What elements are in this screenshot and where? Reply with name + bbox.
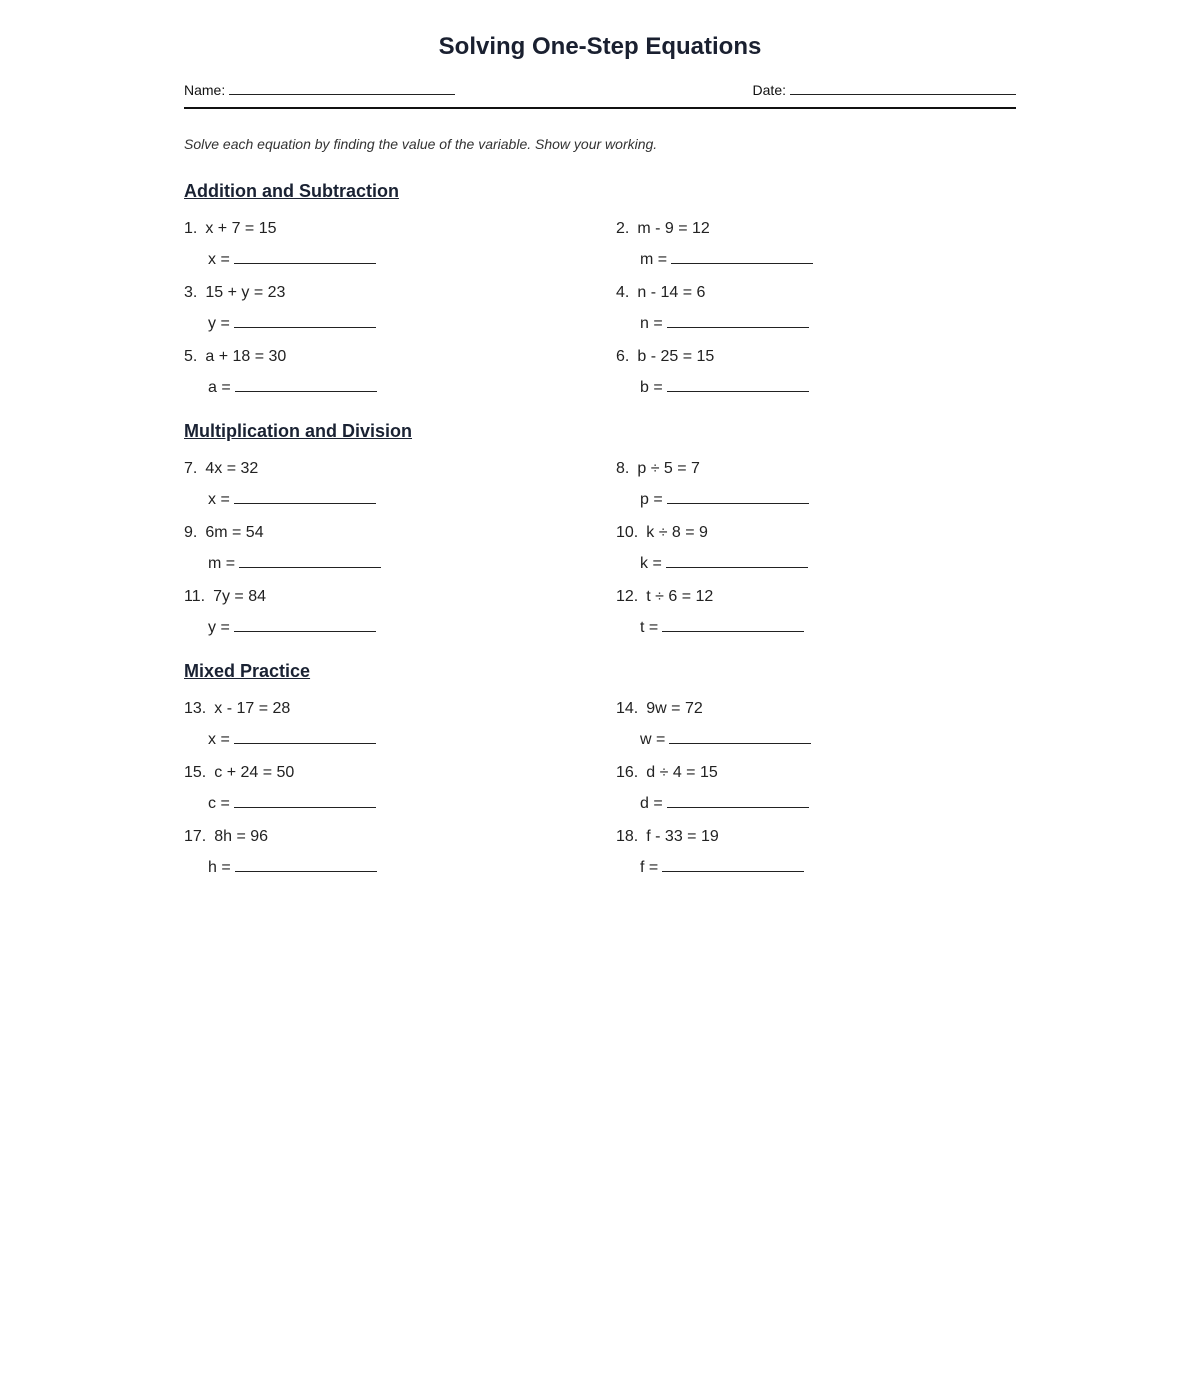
answer-label: c = [208, 795, 230, 812]
answer-blank[interactable] [671, 247, 813, 264]
problem-9 [184, 523, 584, 579]
answer-label: b = [640, 379, 663, 396]
problem-12 [616, 587, 1016, 643]
answer-blank[interactable] [235, 375, 377, 392]
equation: n - 14 = 6 [637, 284, 706, 301]
answer-label: t = [640, 619, 659, 636]
answer-blank[interactable] [234, 247, 376, 264]
equation: x - 17 = 28 [214, 700, 291, 717]
answer-blank[interactable] [667, 487, 809, 504]
answer-label: y = [208, 619, 230, 636]
answer-label: a = [208, 379, 231, 396]
answer-blank[interactable] [667, 375, 809, 392]
equation: 7y = 84 [213, 588, 266, 605]
date-field [753, 80, 1016, 100]
problem-13 [184, 699, 584, 755]
problem-17 [184, 827, 584, 883]
answer-label: m = [640, 251, 668, 268]
problem-number: 18. [616, 828, 639, 845]
answer-blank[interactable] [234, 487, 376, 504]
date-blank[interactable] [790, 80, 1016, 95]
name-label: Name: [184, 82, 226, 98]
problem-number: 2. [616, 220, 630, 237]
problem-number: 8. [616, 460, 630, 477]
problem-14 [616, 699, 1016, 755]
equation: 6m = 54 [205, 524, 264, 541]
answer-blank[interactable] [669, 727, 811, 744]
answer-label: h = [208, 859, 231, 876]
answer-label: p = [640, 491, 663, 508]
answer-label: x = [208, 491, 230, 508]
problem-number: 7. [184, 460, 198, 477]
section-heading-mixed-practice: Mixed Practice [184, 661, 311, 681]
answer-blank[interactable] [662, 855, 804, 872]
answer-blank[interactable] [234, 791, 376, 808]
problem-1 [184, 219, 584, 275]
problem-number: 16. [616, 764, 639, 781]
answer-label: m = [208, 555, 236, 572]
problem-6 [616, 347, 1016, 403]
problem-7 [184, 459, 584, 515]
date-label: Date: [752, 82, 786, 98]
problem-15 [184, 763, 584, 819]
problem-number: 10. [616, 524, 639, 541]
answer-label: x = [208, 251, 230, 268]
answer-label: y = [208, 315, 230, 332]
equation: 8h = 96 [214, 828, 269, 845]
problem-number: 5. [184, 348, 198, 365]
problem-number: 11. [184, 588, 206, 605]
problem-11 [184, 587, 584, 643]
answer-blank[interactable] [667, 791, 809, 808]
problem-number: 13. [184, 700, 207, 717]
problem-10 [616, 523, 1016, 579]
problem-number: 17. [184, 828, 207, 845]
equation: f - 33 = 19 [646, 828, 719, 845]
answer-label: w = [640, 731, 666, 748]
equation: p ÷ 5 = 7 [637, 460, 700, 477]
equation: t ÷ 6 = 12 [646, 588, 714, 605]
problem-number: 15. [184, 764, 207, 781]
problem-4 [616, 283, 1016, 339]
answer-label: x = [208, 731, 230, 748]
answer-blank[interactable] [666, 551, 808, 568]
problem-5 [184, 347, 584, 403]
problem-number: 6. [616, 348, 630, 365]
answer-blank[interactable] [239, 551, 381, 568]
name-blank[interactable] [229, 80, 455, 95]
answer-blank[interactable] [234, 727, 376, 744]
equation: d ÷ 4 = 15 [646, 764, 718, 781]
problem-number: 3. [184, 284, 198, 301]
problem-number: 12. [616, 588, 639, 605]
equation: 15 + y = 23 [205, 284, 286, 301]
page-title: Solving One-Step Equations [438, 33, 762, 60]
answer-label: k = [640, 555, 662, 572]
problem-number: 9. [184, 524, 198, 541]
equation: k ÷ 8 = 9 [646, 524, 708, 541]
name-field [184, 80, 455, 100]
equation: m - 9 = 12 [637, 220, 710, 237]
problem-number: 4. [616, 284, 630, 301]
problem-3 [184, 283, 584, 339]
answer-blank[interactable] [235, 855, 377, 872]
problem-16 [616, 763, 1016, 819]
equation: c + 24 = 50 [214, 764, 295, 781]
equation: b - 25 = 15 [637, 348, 715, 365]
student-info-row [184, 80, 1016, 100]
equation: 9w = 72 [646, 700, 703, 717]
answer-label: f = [640, 859, 659, 876]
equation: 4x = 32 [205, 460, 259, 477]
header-divider [184, 107, 1016, 109]
equation: x + 7 = 15 [205, 220, 277, 237]
problem-number: 14. [616, 700, 639, 717]
answer-blank[interactable] [667, 311, 809, 328]
problem-number: 1. [184, 220, 198, 237]
answer-blank[interactable] [234, 615, 376, 632]
section-heading-addition-subtraction: Addition and Subtraction [184, 181, 399, 201]
instructions: Solve each equation by finding the value of the variable. Show your working. [184, 136, 658, 152]
section-heading-multiplication-division: Multiplication and Division [184, 421, 413, 441]
answer-blank[interactable] [234, 311, 376, 328]
answer-label: d = [640, 795, 663, 812]
problem-18 [616, 827, 1016, 883]
answer-label: n = [640, 315, 663, 332]
equation: a + 18 = 30 [205, 348, 287, 365]
problem-2 [616, 219, 1016, 275]
problem-8 [616, 459, 1016, 515]
answer-blank[interactable] [662, 615, 804, 632]
